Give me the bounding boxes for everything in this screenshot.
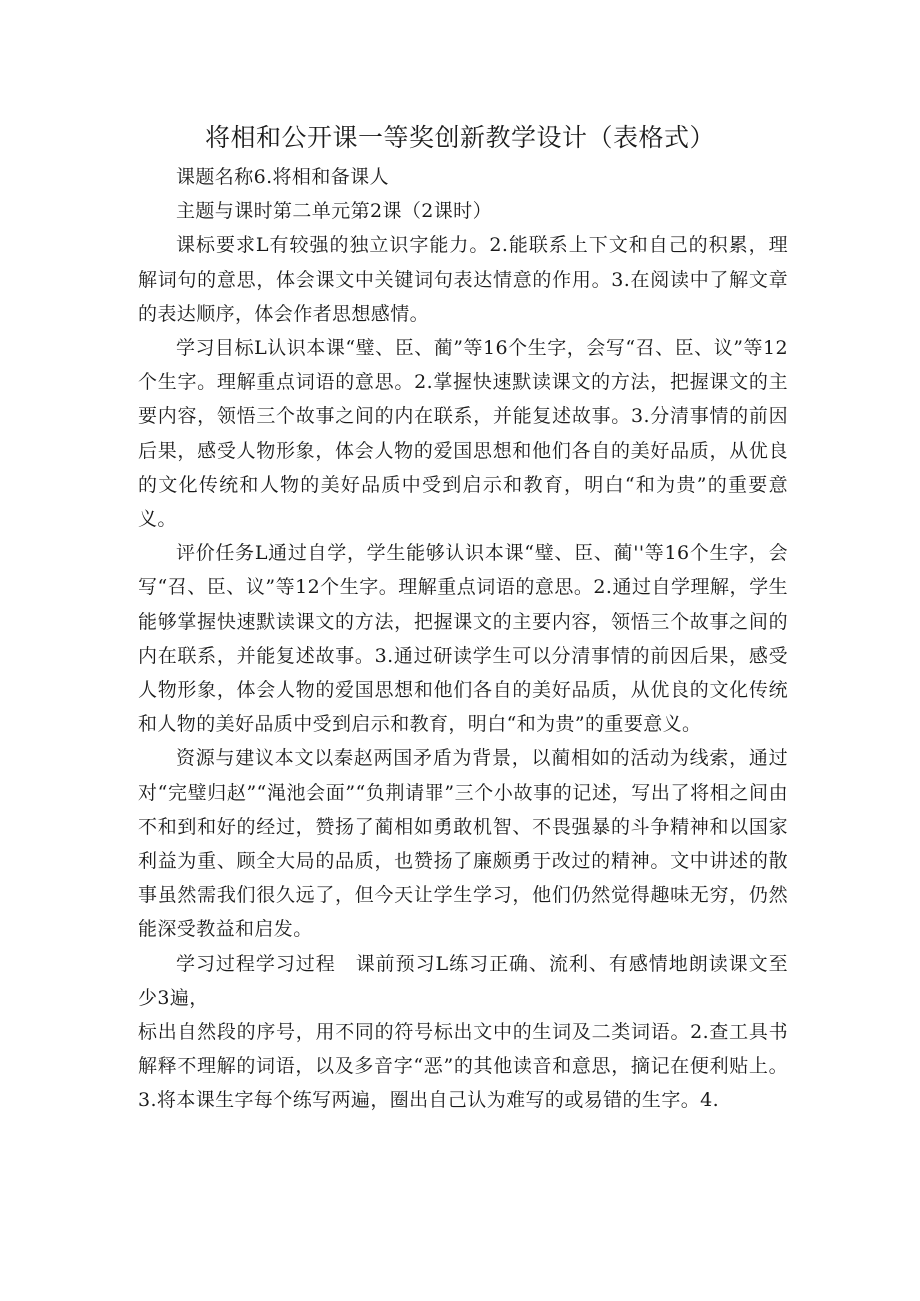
document-body (138, 160, 788, 1118)
paragraph-topic-period: 主题与课时第二单元第2课（2课时） (176, 200, 492, 223)
paragraph-curriculum-requirements: 课标要求L有较强的独立识字能力。2.能联系上下文和自己的积累，理解词句的意思，体会课文中关键词句表达情意的作用。3.在阅读中了解文章的表达顺序，体会作者思想感情。 (138, 234, 788, 325)
paragraph-lesson-name: 课题名称6.将相和备课人 (176, 166, 389, 188)
paragraph-learning-objectives: 学习目标L认识本课“璧、臣、蔺”等16个生字，会写“召、臣、议”等12个生字。理解重点词语的意思。2.掌握快速默读课文的方法，把握课文的主要内容，领悟三个故事之间的内在联系，并能复述故事。3.分清事情的前因后果，感受人物形象，体会人物的爱国思想和他们各自的美好品质，从优良的文化传统和人物的美好品质中受到启示和教育，明白“和为贵”的重要意义。 (138, 337, 788, 531)
document-title: 将相和公开课一等奖创新教学设计（表格式） (204, 123, 715, 152)
paragraph-resources-suggestions: 资源与建议本文以秦赵两国矛盾为背景，以蔺相如的活动为线索，通过对“完璧归赵”“渑池会面”“负荆请罪”三个小故事的记述，写出了将相之间由不和到和好的经过，赞扬了蔺相如勇敢机智、不畏强暴的斗争精神和以国家利益为重、顾全大局的品质，也赞扬了廉颇勇于改过的精神。文中讲述的散事虽然需我们很久远了，但今天让学生学习，他们仍然觉得趣味无穷，仍然能深受教益和启发。 (138, 747, 788, 941)
paragraph-learning-process-continued: 标出自然段的序号，用不同的符号标出文中的生词及二类词语。2.查工具书解释不理解的词语，以及多音字“恶”的其他读音和意思，摘记在便利贴上。3.将本课生字每个练写两遍，圈出自己认为难写的或易错的生字。4. (138, 1021, 788, 1112)
paragraph-assessment-tasks: 评价任务L通过自学，学生能够认识本课“璧、臣、蔺''等16个生字，会写“召、臣、议”等12个生字。理解重点词语的意思。2.通过自学理解，学生能够掌握快速默读课文的方法，把握课文的主要内容，领悟三个故事之间的内在联系，并能复述故事。3.通过研读学生可以分清事情的前因后果，感受人物形象，体会人物的爱国思想和他们各自的美好品质，从优良的文化传统和人物的美好品质中受到启示和教育，明白“和为贵”的重要意义。 (138, 542, 788, 736)
paragraph-learning-process: 学习过程学习过程 课前预习L练习正确、流利、有感情地朗读课文至少3遍， (138, 952, 788, 1009)
